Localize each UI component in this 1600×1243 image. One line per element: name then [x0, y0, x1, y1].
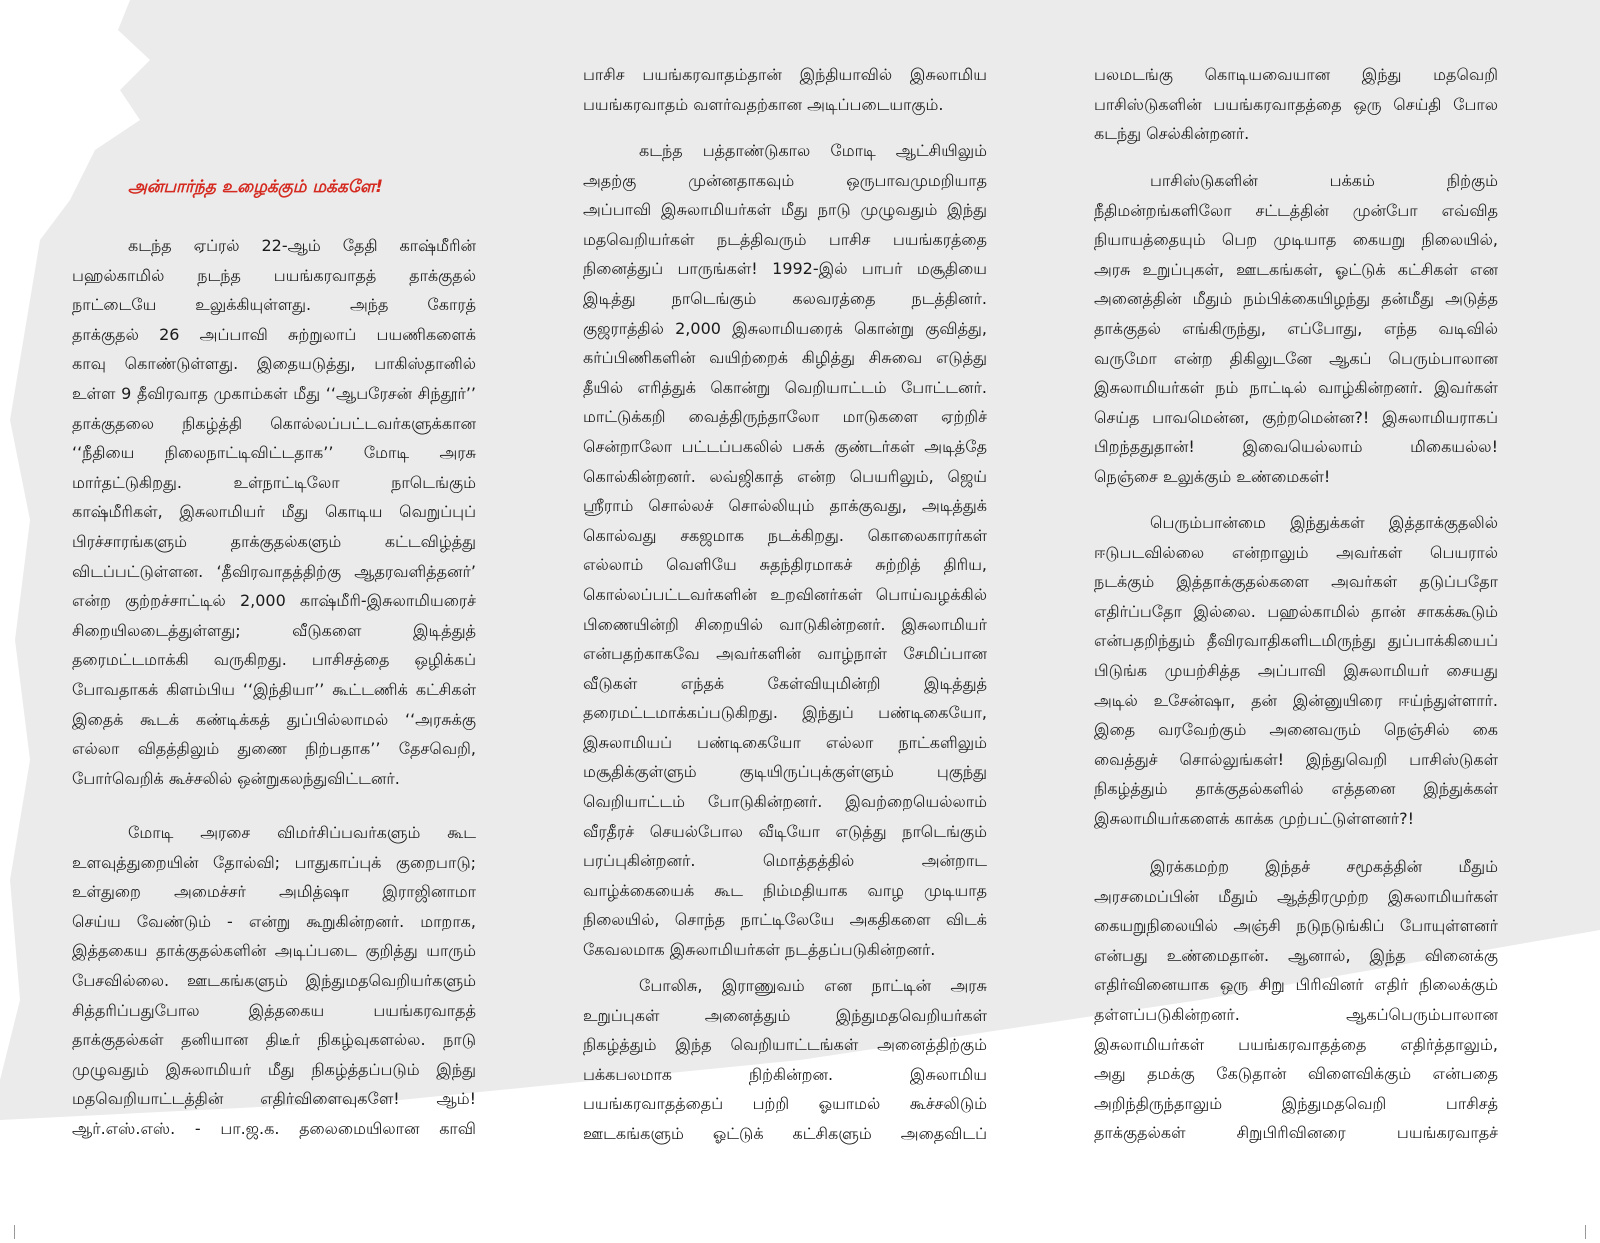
text-line: அதற்கு முன்னதாகவும் ஒருபாவமுமறியாத: [583, 170, 987, 190]
text-line: காஷ்மீரிகள், இசுலாமியர் மீது கொடிய வெறுப்புப்: [72, 502, 476, 522]
paragraph: [72, 818, 476, 1144]
paragraph: [583, 60, 987, 119]
crop-mark: [0, 1225, 15, 1239]
text-line: தாக்குதல்கள் தனியான திடீர் நிகழ்வுகளல்ல. நாடு: [72, 1030, 476, 1050]
text-line: ஊடகங்களும் ஓட்டுக் கட்சிகளும் அதைவிடப்: [583, 1123, 987, 1143]
text-line: குஜராத்தில் 2,000 இசுலாமியரைக் கொன்று குவித்து,: [583, 318, 987, 338]
text-line: கேவலமாக இசுலாமியர்கள் நடத்தப்படுகின்றனர்.: [583, 940, 936, 960]
text-line: பாசிஸ்டுகளின் பக்கம் நிற்கும்: [1150, 171, 1498, 190]
text-line: உறுப்புகள் அனைத்தும் இந்துமதவெறியர்கள்: [583, 1005, 987, 1025]
text-line: தரைமட்டமாக்கி வருகிறது. பாசிசத்தை ஒழிக்கப்: [72, 650, 476, 670]
text-line: பரப்புகின்றனர். மொத்தத்தில் அன்றாட: [583, 851, 987, 871]
paragraph: [72, 231, 476, 793]
text-line: இசுலாமியப் பண்டிகையோ எல்லா நாட்களிலும்: [583, 732, 987, 752]
text-line: சிறையிலடைத்துள்ளது; வீடுகளை இடித்துத்: [72, 620, 476, 640]
text-line: தாக்குதலை நிகழ்த்தி கொல்லப்பட்டவர்களுக்கான: [72, 413, 476, 433]
text-line: வருமோ என்ற திகிலுடனே ஆகப் பெரும்பாலான: [1094, 348, 1498, 368]
text-line: முழுவதும் இசுலாமியர் மீது நிகழ்த்தப்படும் இந்து: [72, 1059, 476, 1079]
text-line: எதிர்ப்பதோ இல்லை. பஹல்காமில் தான் சாகக்கூடும்: [1094, 601, 1498, 621]
text-line: இதை வரவேற்கும் அனைவரும் நெஞ்சில் கை: [1094, 720, 1498, 740]
text-line: நிகழ்த்தும் தாக்குதல்களில் எத்தனை இந்துக்கள்: [1094, 779, 1498, 799]
text-line: வாழ்க்கையைக் கூட நிம்மதியாக வாழ முடியாத: [583, 880, 987, 900]
text-line: வெறியாட்டம் போடுகின்றனர். இவற்றையெல்லாம்: [583, 792, 987, 812]
text-line: கர்ப்பிணிகளின் வயிற்றைக் கிழித்து சிசுவை எடுத்து: [583, 348, 987, 368]
text-line: பயங்கரவாதத்தைப் பற்றி ஓயாமல் கூச்சலிடும்: [583, 1094, 987, 1114]
text-line: நிலையில், சொந்த நாட்டிலேயே அகதிகளை விடக்: [583, 910, 987, 930]
text-line: எதிர்வினையாக ஒரு சிறு பிரிவினர் எதிர் நிலைக்கும்: [1094, 975, 1498, 995]
text-line: பிணையின்றி சிறையில் வாடுகின்றனர். இசுலாமியர்: [583, 614, 987, 634]
text-line: அது தமக்கு கேடுதான் விளைவிக்கும் என்பதை: [1094, 1064, 1498, 1084]
text-line: எல்லாம் வெளியே சுதந்திரமாகச் சுற்றித் திரிய,: [583, 555, 987, 575]
text-line: மார்தட்டுகிறது. உள்நாட்டிலோ நாடெங்கும்: [72, 472, 476, 492]
text-line: உள்துறை அமைச்சர் அமித்ஷா இராஜினாமா: [72, 882, 476, 902]
text-line: அரசமைப்பின் மீதும் ஆத்திரமுற்ற இசுலாமியர்கள்: [1094, 886, 1498, 906]
text-line: இசுலாமியர்கள் பயங்கரவாதத்தை எதிர்த்தாலும்,: [1094, 1034, 1498, 1054]
text-line: பிடுங்க முயற்சித்த அப்பாவி இசுலாமியர் சையது: [1094, 660, 1498, 680]
text-line: ஸ்ரீராம் சொல்லச் சொல்லியும் தாக்குவது, அடித்துக்: [583, 496, 987, 516]
text-line: பெரும்பான்மை இந்துக்கள் இத்தாக்குதலில்: [1150, 513, 1498, 532]
paragraph: [1094, 508, 1498, 834]
text-line: தாக்குதல்கள் சிறுபிரிவினரை பயங்கரவாதச்: [1094, 1123, 1498, 1143]
text-line: கடந்து செல்கின்றனர்.: [1094, 124, 1250, 144]
text-line: இசுலாமியர்கள் நம் நாட்டில் வாழ்கின்றனர். இவர்கள்: [1094, 378, 1498, 398]
text-line: நீதிமன்றங்களிலோ சட்டத்தின் முன்போ எவ்வித: [1094, 200, 1498, 220]
text-line: பலமடங்கு கொடியவையான இந்து மதவெறி: [1094, 65, 1498, 84]
text-line: சித்தரிப்பதுபோல இத்தகைய பயங்கரவாதத்: [72, 1000, 476, 1020]
text-line: நெஞ்சை உலுக்கும் உண்மைகள்!: [1094, 466, 1331, 486]
text-line: அரசு உறுப்புகள், ஊடகங்கள், ஓட்டுக் கட்சிகள் என: [1094, 259, 1498, 279]
text-line: செய்த பாவமென்ன, குற்றமென்ன?! இசுலாமியராகப்: [1094, 407, 1498, 427]
paragraph: [1094, 60, 1498, 149]
text-line: கொல்லப்பட்டவர்களின் உறவினர்கள் பொய்வழக்கில்: [583, 584, 987, 604]
text-line: இடித்து நாடெங்கும் கலவரத்தை நடத்தினர்.: [583, 288, 987, 308]
paragraph: [1094, 852, 1498, 1148]
text-line: மோடி அரசை விமர்சிப்பவர்களும் கூட: [128, 823, 476, 842]
text-line: உள்ள 9 தீவிரவாத முகாம்கள் மீது ‘‘ஆபரேசன் சிந்தூர்’’: [72, 383, 476, 403]
text-line: கடந்த ஏப்ரல் 22-ஆம் தேதி காஷ்மீரின்: [128, 236, 476, 255]
paragraph: [583, 136, 987, 965]
text-line: ஈடுபடவில்லை என்றாலும் அவர்கள் பெயரால்: [1094, 542, 1498, 562]
text-line: என்பதறிந்தும் தீவிரவாதிகளிடமிருந்து துப்பாக்கியைப்: [1094, 631, 1498, 651]
text-line: இதைக் கூடக் கண்டிக்கத் துப்பில்லாமல் ‘‘அரசுக்கு: [72, 709, 476, 729]
text-line: தாக்குதல் எங்கிருந்து, எப்போது, எந்த வடிவில்: [1094, 318, 1498, 338]
text-line: தள்ளப்படுகின்றனர். ஆகப்பெரும்பாலான: [1094, 1004, 1498, 1024]
text-line: பிரச்சாரங்களும் தாக்குதல்களும் கட்டவிழ்த்து: [72, 531, 476, 551]
text-line: பக்கபலமாக நிற்கின்றன. இசுலாமிய: [583, 1064, 987, 1084]
text-line: வைத்துச் சொல்லுங்கள்! இந்துவெறி பாசிஸ்டுகள்: [1094, 749, 1498, 769]
text-line: தாக்குதல் 26 அப்பாவி சுற்றுலாப் பயணிகளைக்: [72, 324, 476, 344]
text-line: அப்பாவி இசுலாமியர்கள் மீது நாடு முழுவதும் இந்து: [583, 200, 987, 220]
text-line: தரைமட்டமாக்கப்படுகிறது. இந்துப் பண்டிகையோ,: [583, 703, 987, 723]
text-line: பயங்கரவாதம் வளர்வதற்கான அடிப்படையாகும்.: [583, 94, 944, 114]
text-line: போவதாகக் கிளம்பிய ‘‘இந்தியா’’ கூட்டணிக் கட்சிகள்: [72, 679, 476, 699]
text-line: நியாயத்தையும் பெற முடியாத கையறு நிலையில்,: [1094, 230, 1498, 250]
text-line: மதவெறியர்கள் நடத்திவரும் பாசிச பயங்கரத்தை: [583, 229, 987, 249]
text-line: எல்லா விதத்திலும் துணை நிற்பதாக’’ தேசவெறி,: [72, 739, 476, 759]
text-line: சென்றாலோ பட்டப்பகலில் பசுக் குண்டர்கள் அடித்தே: [583, 436, 987, 456]
text-line: ஆர்.எஸ்.எஸ். - பா.ஜ.க. தலைமையிலான காவி: [72, 1118, 476, 1138]
text-line: மதவெறியாட்டத்தின் எதிர்விளைவுகளே! ஆம்!: [72, 1089, 476, 1109]
text-line: நடக்கும் இத்தாக்குதல்களை அவர்கள் தடுப்பதோ: [1094, 572, 1498, 592]
text-line: கொல்வது சகஜமாக நடக்கிறது. கொலைகாரர்கள்: [583, 525, 987, 545]
text-line: ‘‘நீதியை நிலைநாட்டிவிட்டதாக’’ மோடி அரசு: [72, 443, 476, 463]
text-line: பஹல்காமில் நடந்த பயங்கரவாதத் தாக்குதல்: [72, 265, 476, 285]
text-line: காவு கொண்டுள்ளது. இதையடுத்து, பாகிஸ்தானில்: [72, 354, 476, 374]
crop-mark: [1585, 1225, 1600, 1239]
text-line: இரக்கமற்ற இந்தச் சமூகத்தின் மீதும்: [1150, 857, 1498, 876]
text-line: மாட்டுக்கறி வைத்திருந்தாலோ மாடுகளை ஏற்றிச்: [583, 407, 987, 427]
text-line: மசூதிக்குள்ளும் குடியிருப்புக்குள்ளும் புகுந்து: [583, 762, 987, 782]
text-line: அனைத்தின் மீதும் நம்பிக்கையிழந்து தன்மீது அடுத்த: [1094, 289, 1498, 309]
paragraph: [583, 971, 987, 1149]
text-line: பிறந்ததுதான்! இவையெல்லாம் மிகையல்ல!: [1094, 437, 1498, 457]
text-line: செய்ய வேண்டும் - என்று கூறுகின்றனர். மாறாக,: [72, 911, 476, 931]
text-line: இத்தகைய தாக்குதல்களின் அடிப்படை குறித்து யாரும்: [72, 941, 476, 961]
text-line: போலிசு, இராணுவம் என நாட்டின் அரசு: [639, 976, 987, 995]
text-line: நாட்டையே உலுக்கியுள்ளது. அந்த கோரத்: [72, 295, 476, 315]
text-line: அறிந்திருந்தாலும் இந்துமதவெறி பாசிசத்: [1094, 1093, 1498, 1113]
text-line: பேசவில்லை. ஊடகங்களும் இந்துமதவெறியர்களும்: [72, 970, 476, 990]
greeting-heading: அன்பார்ந்த உழைக்கும் மக்களே!: [128, 177, 383, 197]
text-line: பாசிச பயங்கரவாதம்தான் இந்தியாவில் இசுலாமிய: [583, 65, 987, 84]
text-line: அடில் உசேன்ஷா, தன் இன்னுயிரை ஈய்ந்துள்ளார்.: [1094, 690, 1498, 710]
text-line: என்ற குற்றச்சாட்டில் 2,000 காஷ்மீரி-இசுலாமியரைச்: [72, 591, 476, 611]
text-line: கொல்கின்றனர். லவ்ஜிகாத் என்ற பெயரிலும், ஜெய்: [583, 466, 987, 486]
text-line: விடப்பட்டுள்ளன. ‘தீவிரவாதத்திற்கு ஆதரவளித்தனர்’: [72, 561, 476, 581]
text-line: நினைத்துப் பாருங்கள்! 1992-இல் பாபர் மசூதியை: [583, 259, 987, 279]
text-line: உளவுத்துறையின் தோல்வி; பாதுகாப்புக் குறைபாடு;: [72, 852, 476, 872]
text-line: பாசிஸ்டுகளின் பயங்கரவாதத்தை ஒரு செய்தி போல: [1094, 94, 1498, 114]
text-line: தீயில் எரித்துக் கொன்று வெறியாட்டம் போட்டனர்.: [583, 377, 987, 397]
paragraph: [1094, 166, 1498, 492]
text-line: கையறுநிலையில் அஞ்சி நடுநடுங்கிப் போயுள்ளனர்: [1094, 916, 1498, 936]
text-line: கடந்த பத்தாண்டுகால மோடி ஆட்சியிலும்: [639, 141, 987, 160]
text-line: போர்வெறிக் கூச்சலில் ஒன்றுகலந்துவிட்டனர்.: [72, 768, 400, 788]
text-line: என்பதற்காகவே அவர்களின் வாழ்நாள் சேமிப்பான: [583, 644, 987, 664]
text-line: இசுலாமியர்களைக் காக்க முற்பட்டுள்ளனர்?!: [1094, 808, 1414, 828]
text-line: வீடுகள் எந்தக் கேள்வியுமின்றி இடித்துத்: [583, 673, 987, 693]
text-line: வீரதீரச் செயல்போல வீடியோ எடுத்து நாடெங்கும்: [583, 821, 987, 841]
text-line: என்பது உண்மைதான். ஆனால், இந்த வினைக்கு: [1094, 945, 1498, 965]
text-line: நிகழ்த்தும் இந்த வெறியாட்டங்கள் அனைத்திற்கும்: [583, 1035, 987, 1055]
